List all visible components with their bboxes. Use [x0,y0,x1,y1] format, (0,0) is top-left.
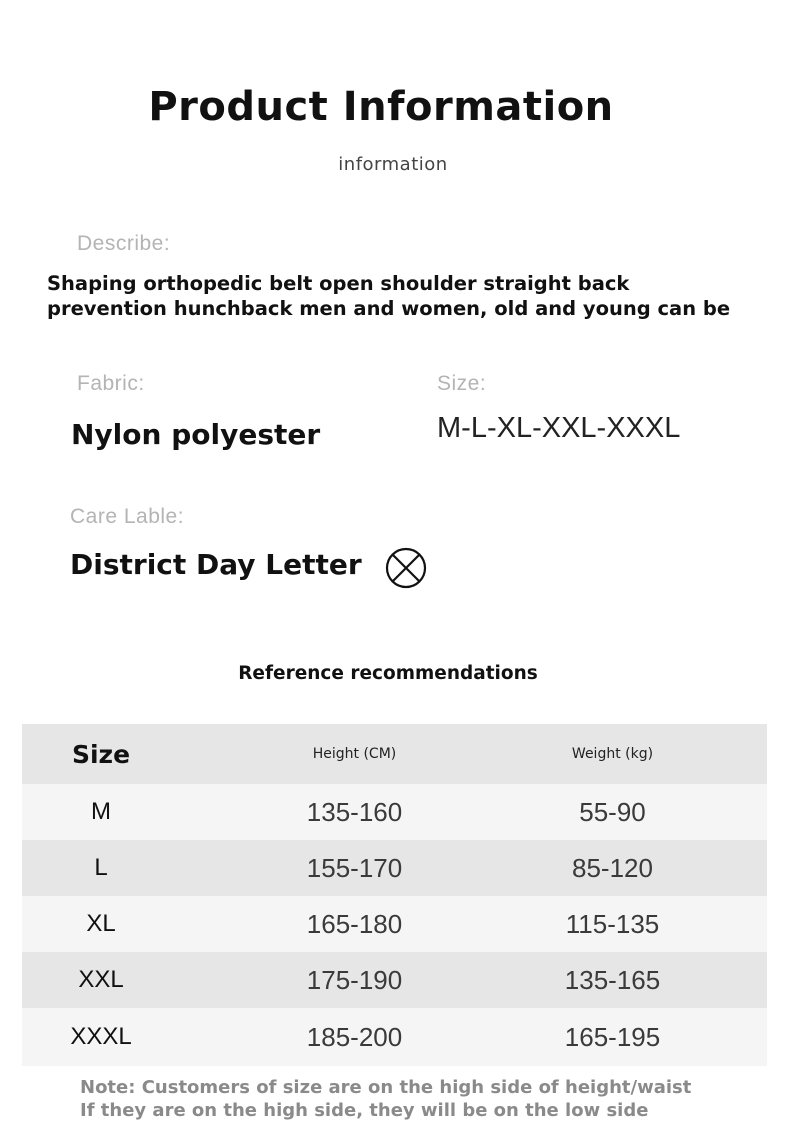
note-line-2: If they are on the high side, they will be on the low side [80,1100,649,1121]
note-line-1: Note: Customers of size are on the high side of height/waist [80,1077,692,1098]
height-cell: 135-160 [306,796,403,827]
weight-cell: 165-195 [564,1021,661,1052]
table-row [22,896,767,952]
height-cell: 175-190 [306,964,403,995]
size-cell: XXXL [70,1023,132,1050]
describe-line-1: Shaping orthopedic belt open shoulder straight back [47,272,630,295]
size-note [80,1076,780,1122]
weight-cell: 135-165 [564,964,661,995]
size-cell: L [94,854,108,881]
table-row [22,1008,767,1066]
describe-text [47,271,747,321]
describe-line-2: prevention hunchback men and women, old and young can be [47,297,731,320]
height-cell: 185-200 [306,1021,403,1052]
table-row [22,952,767,1008]
header-size: Size [71,739,131,769]
size-cell: M [91,798,111,825]
height-cell: 165-180 [306,908,403,939]
height-cell: 155-170 [306,852,403,883]
weight-cell: 55-90 [579,796,646,827]
size-cell: XXL [78,966,124,993]
weight-cell: 85-120 [572,852,653,883]
size-table [22,724,767,1066]
table-header-row [22,724,767,784]
table-row [22,784,767,840]
header-height: Height (CM) [312,746,397,762]
weight-cell: 115-135 [565,908,660,939]
describe-label: Describe: [77,232,171,255]
fabric-label: Fabric: [77,372,145,395]
do-not-wash-icon [384,546,428,590]
page-subtitle: information [338,154,448,175]
page-title: Product Information [148,84,614,130]
size-label: Size: [437,372,487,395]
table-row [22,840,767,896]
header-weight: Weight (kg) [571,746,654,762]
size-value: M-L-XL-XXL-XXXL [437,412,681,444]
care-value: District Day Letter [70,548,362,581]
fabric-value: Nylon polyester [71,418,321,451]
reference-title: Reference recommendations [238,663,538,684]
care-label: Care Lable: [70,505,185,528]
size-cell: XL [86,910,116,937]
